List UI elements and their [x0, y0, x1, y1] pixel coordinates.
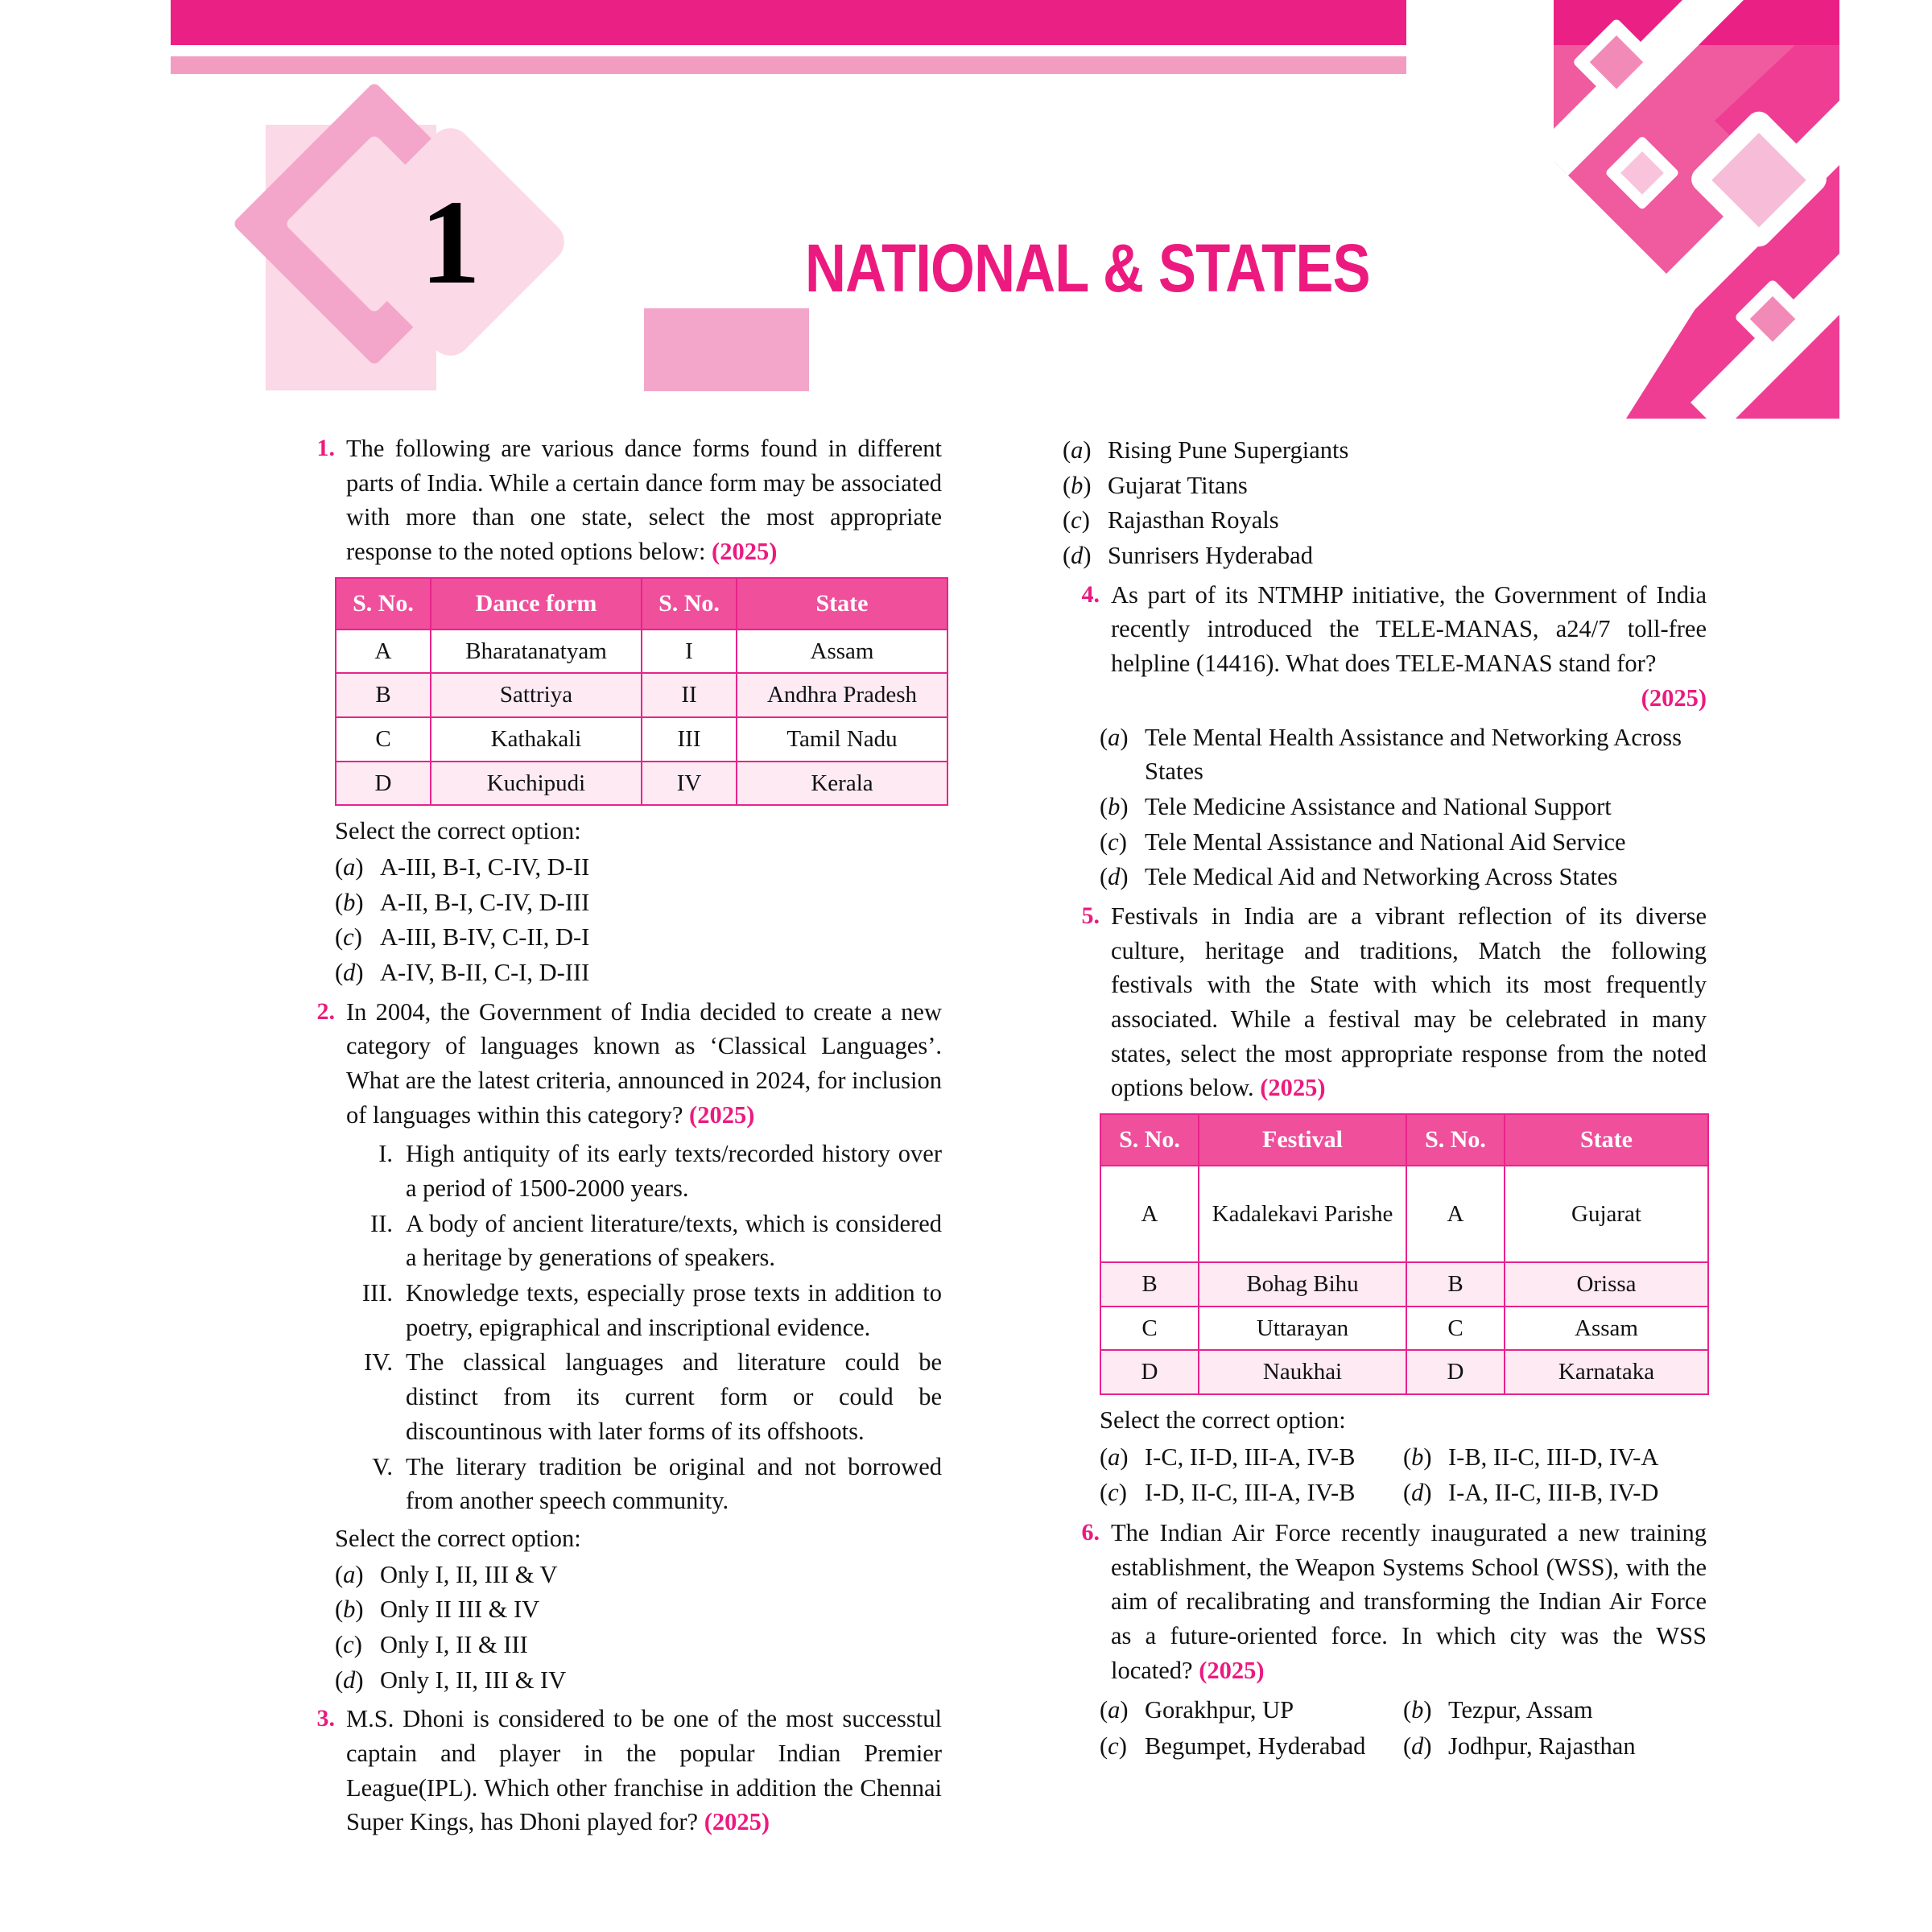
option-text: I-A, II-C, III-B, IV-D: [1448, 1479, 1659, 1507]
option-text: Only I, II & III: [380, 1630, 528, 1658]
option-label: (d): [1063, 542, 1092, 570]
option-text: I-B, II-C, III-D, IV-A: [1448, 1443, 1659, 1471]
page-header: [0, 0, 1932, 419]
table-cell: D: [1100, 1350, 1199, 1394]
option-text: Gujarat Titans: [1108, 471, 1248, 499]
question-stem: In 2004, the Government of India decided to create a new category of languages known as ‘Classical Languages’. What are the latest criteria, announced in 2024, for inclusion of languages within this category?: [346, 997, 942, 1129]
option-text: Only II III & IV: [380, 1596, 540, 1624]
option-c[interactable]: [335, 1628, 942, 1662]
option-label: (a): [1100, 723, 1129, 751]
table-cell: II: [642, 673, 737, 717]
option-b[interactable]: [1403, 1693, 1707, 1728]
list-item-text: The classical languages and literature could be distinct from its current form or could be discountinous with later forms of its offshoots.: [406, 1348, 942, 1445]
list-item: [335, 1450, 942, 1518]
select-prompt: Select the correct option:: [335, 817, 581, 845]
header-diamond-decoration: [1554, 0, 1932, 419]
question-stem: The Indian Air Force recently inaugurated a new training establishment, the Weapon Systems School (WSS), with the aim of recalibrating and transforming the Indian Air Force as a future-oriented force. In which city was the WSS located?: [1111, 1518, 1707, 1684]
list-item-numeral: II.: [370, 1209, 393, 1237]
question-stem: Festivals in India are a vibrant reflection of its diverse culture, heritage and traditions, Match the following festivals with the State with which its most frequently associated. While a festival may be celebrated in many states, select the most appropriate response from the noted options below.: [1111, 902, 1707, 1102]
option-label: (c): [1100, 828, 1127, 856]
chapter-number: 1: [420, 175, 481, 309]
option-b[interactable]: [1100, 790, 1707, 824]
select-prompt: Select the correct option:: [1100, 1406, 1346, 1434]
option-c[interactable]: [1100, 825, 1707, 860]
table-cell: A: [336, 630, 431, 674]
table-cell: Andhra Pradesh: [737, 673, 947, 717]
option-label: (d): [1403, 1479, 1432, 1507]
question-number: 2.: [316, 997, 335, 1025]
option-text: Rajasthan Royals: [1108, 506, 1279, 535]
table-cell: B: [336, 673, 431, 717]
question-stem: M.S. Dhoni is considered to be one of the most successtul captain and player in the popular Indian Premier League(IPL). Which other franchise in addition the Chennai Super Kings, has Dhoni played for?: [346, 1705, 942, 1836]
option-label: (d): [335, 1666, 364, 1694]
option-text: I-C, II-D, III-A, IV-B: [1145, 1443, 1356, 1471]
table-cell: IV: [642, 762, 737, 806]
right-column: [1063, 431, 1707, 1769]
badge-tail-bar: [644, 308, 809, 391]
list-item: [335, 1276, 942, 1344]
table-cell: Orissa: [1505, 1262, 1708, 1307]
question-text: [346, 431, 942, 569]
table-row: [336, 673, 947, 717]
table-row: [336, 630, 947, 674]
table-cell: Sattriya: [431, 673, 642, 717]
table-cell: Assam: [1505, 1307, 1708, 1351]
option-label: (c): [335, 923, 362, 952]
question-stem: As part of its NTMHP initiative, the Government of India recently introduced the TELE-MANAS, a24/7 toll-free helpline (14416). What does TELE-MANAS stand for?: [1111, 580, 1707, 678]
header-bar-light: [171, 56, 1406, 74]
table-cell: D: [1406, 1350, 1505, 1394]
option-text: Tele Mental Assistance and National Aid Service: [1145, 828, 1626, 856]
option-text: Only I, II, III & V: [380, 1560, 558, 1588]
question-2-options: [335, 1558, 942, 1698]
option-label: (a): [1100, 1696, 1129, 1724]
option-label: (b): [1403, 1696, 1432, 1724]
list-item-numeral: IV.: [364, 1348, 393, 1377]
table-cell: Bharatanatyam: [431, 630, 642, 674]
option-text: Gorakhpur, UP: [1145, 1696, 1294, 1724]
question-1-options: [335, 850, 942, 990]
question-6-options: [1100, 1692, 1707, 1764]
option-label: (a): [1063, 436, 1092, 464]
question-text: [1111, 899, 1707, 1105]
list-item-text: Knowledge texts, especially prose texts in addition to poetry, epigraphical and inscriptional evidence.: [406, 1279, 942, 1341]
table-header-cell: State: [1505, 1114, 1708, 1166]
list-item-numeral: V.: [372, 1452, 393, 1480]
year-tag: (2025): [704, 1808, 770, 1836]
option-label: (b): [1100, 792, 1129, 820]
option-d[interactable]: [1403, 1729, 1707, 1764]
option-b[interactable]: [335, 1592, 942, 1627]
list-item-numeral: III.: [361, 1279, 393, 1307]
option-text: A-III, B-I, C-IV, D-II: [380, 852, 590, 881]
year-tag: (2025): [712, 538, 778, 566]
table-cell: B: [1406, 1262, 1505, 1307]
option-text: Tele Medicine Assistance and National Support: [1145, 792, 1612, 820]
table-header-cell: Dance form: [431, 578, 642, 630]
year-tag: (2025): [689, 1100, 755, 1129]
question-2: [298, 995, 942, 1133]
option-d[interactable]: [335, 1663, 942, 1698]
option-text: Jodhpur, Rajasthan: [1448, 1732, 1636, 1761]
option-text: I-D, II-C, III-A, IV-B: [1145, 1479, 1356, 1507]
table-cell: C: [1100, 1307, 1199, 1351]
option-d[interactable]: [1063, 539, 1707, 573]
option-a[interactable]: [1100, 1440, 1403, 1475]
option-c[interactable]: [1100, 1729, 1403, 1764]
table-cell: C: [336, 717, 431, 762]
table-cell: Karnataka: [1505, 1350, 1708, 1394]
option-text: Sunrisers Hyderabad: [1108, 542, 1313, 570]
table-cell: A: [1406, 1166, 1505, 1262]
chapter-number-badge: [266, 107, 716, 405]
option-d[interactable]: [1100, 860, 1707, 894]
table-header-cell: S. No.: [336, 578, 431, 630]
option-label: (b): [1063, 471, 1092, 499]
list-item: [335, 1207, 942, 1275]
option-label: (a): [1100, 1443, 1129, 1471]
table-header-row: [1100, 1114, 1708, 1166]
table-header-cell: State: [737, 578, 947, 630]
list-item: [335, 1345, 942, 1448]
question-text: [1111, 578, 1707, 716]
option-label: (c): [1100, 1479, 1127, 1507]
question-2-criteria-list: [335, 1137, 942, 1518]
option-text: Begumpet, Hyderabad: [1145, 1732, 1366, 1761]
list-item-text: High antiquity of its early texts/recorded history over a period of 1500-2000 years.: [406, 1140, 942, 1202]
question-text: [346, 1702, 942, 1839]
list-item-numeral: I.: [378, 1140, 393, 1168]
option-a[interactable]: [1100, 720, 1707, 789]
table-row: [1100, 1350, 1708, 1394]
year-tag: (2025): [1260, 1074, 1326, 1102]
dance-form-match-table: [335, 577, 948, 806]
list-item-text: A body of ancient literature/texts, which is considered a heritage by generations of speakers.: [406, 1209, 942, 1272]
option-text: Tezpur, Assam: [1448, 1696, 1593, 1724]
table-cell: Kadalekavi Parishe: [1199, 1166, 1406, 1262]
question-1: [298, 431, 942, 569]
option-text: Tele Mental Health Assistance and Networking Across States: [1145, 723, 1682, 786]
option-c[interactable]: [335, 920, 942, 955]
question-4: [1063, 578, 1707, 716]
question-text: [1111, 1516, 1707, 1687]
option-label: (c): [1063, 506, 1090, 535]
left-column: [298, 431, 942, 1844]
question-number: 5.: [1081, 902, 1100, 929]
option-label: (a): [335, 852, 364, 881]
table-cell: Bohag Bihu: [1199, 1262, 1406, 1307]
option-label: (b): [335, 888, 364, 916]
table-header-cell: S. No.: [1406, 1114, 1505, 1166]
page-title: NATIONAL & STATES: [805, 230, 1370, 306]
table-cell: Gujarat: [1505, 1166, 1708, 1262]
festival-match-table: [1100, 1113, 1709, 1395]
table-header-cell: S. No.: [1100, 1114, 1199, 1166]
question-5-options: [1100, 1439, 1707, 1511]
table-header-cell: Festival: [1199, 1114, 1406, 1166]
option-a[interactable]: [1100, 1693, 1403, 1728]
year-tag: (2025): [1199, 1656, 1265, 1684]
option-a[interactable]: [335, 850, 942, 885]
option-text: A-III, B-IV, C-II, D-I: [380, 923, 590, 952]
option-label: (d): [1100, 863, 1129, 891]
table-row: [336, 762, 947, 806]
option-text: A-II, B-I, C-IV, D-III: [380, 888, 590, 916]
table-cell: Kerala: [737, 762, 947, 806]
header-bar-dark: [171, 0, 1406, 45]
question-5: [1063, 899, 1707, 1105]
table-row: [1100, 1307, 1708, 1351]
question-number: 6.: [1081, 1518, 1100, 1546]
table-row: [1100, 1262, 1708, 1307]
option-b[interactable]: [335, 886, 942, 920]
option-label: (b): [335, 1596, 364, 1624]
question-number: 3.: [316, 1705, 335, 1732]
option-d[interactable]: [335, 956, 942, 990]
option-text: Rising Pune Supergiants: [1108, 436, 1349, 464]
option-b[interactable]: [1403, 1440, 1707, 1475]
option-a[interactable]: [1063, 433, 1707, 468]
table-cell: Kuchipudi: [431, 762, 642, 806]
question-3-options: [1063, 433, 1707, 573]
question-stem: The following are various dance forms found in different parts of India. While a certain dance form may be associated with more than one state, select the most appropriate response to the noted options below:: [346, 435, 942, 566]
question-number: 4.: [1081, 580, 1100, 608]
option-text: A-IV, B-II, C-I, D-III: [380, 958, 590, 986]
option-b[interactable]: [1063, 469, 1707, 503]
table-cell: C: [1406, 1307, 1505, 1351]
table-row: [1100, 1166, 1708, 1262]
year-tag: (2025): [1641, 683, 1707, 712]
option-text: Tele Medical Aid and Networking Across States: [1145, 863, 1618, 891]
option-c[interactable]: [1063, 503, 1707, 538]
table-header-cell: S. No.: [642, 578, 737, 630]
option-d[interactable]: [1403, 1476, 1707, 1510]
table-cell: III: [642, 717, 737, 762]
question-4-options: [1100, 720, 1707, 894]
option-text: Only I, II, III & IV: [380, 1666, 567, 1694]
question-text: [346, 995, 942, 1133]
table-row: [336, 717, 947, 762]
question-3: [298, 1702, 942, 1839]
table-cell: A: [1100, 1166, 1199, 1262]
option-label: (c): [1100, 1732, 1127, 1761]
option-label: (d): [335, 958, 364, 986]
table-cell: Tamil Nadu: [737, 717, 947, 762]
select-prompt: Select the correct option:: [335, 1524, 581, 1552]
table-cell: Uttarayan: [1199, 1307, 1406, 1351]
table-cell: B: [1100, 1262, 1199, 1307]
list-item: [335, 1137, 942, 1205]
option-label: (c): [335, 1630, 362, 1658]
table-cell: D: [336, 762, 431, 806]
option-c[interactable]: [1100, 1476, 1403, 1510]
table-cell: I: [642, 630, 737, 674]
question-number: 1.: [316, 435, 335, 461]
table-cell: Assam: [737, 630, 947, 674]
table-cell: Kathakali: [431, 717, 642, 762]
option-label: (a): [335, 1560, 364, 1588]
table-cell: Naukhai: [1199, 1350, 1406, 1394]
question-6: [1063, 1516, 1707, 1687]
list-item-text: The literary tradition be original and not borrowed from another speech community.: [406, 1452, 942, 1515]
option-a[interactable]: [335, 1558, 942, 1592]
option-label: (d): [1403, 1732, 1432, 1761]
table-header-row: [336, 578, 947, 630]
option-label: (b): [1403, 1443, 1432, 1471]
